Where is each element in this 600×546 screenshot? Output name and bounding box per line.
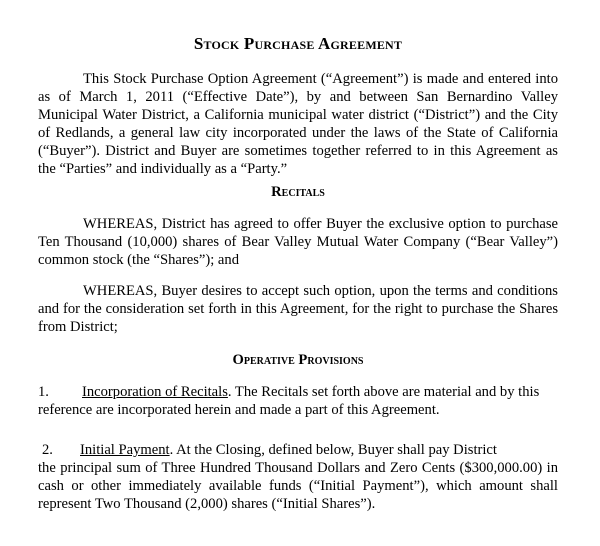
- provision-2-first-line: [38, 441, 558, 459]
- provision-1-first-line: [38, 383, 558, 401]
- recital-paragraph-2: WHEREAS, Buyer desires to accept such option, upon the terms and conditions and for the consideration set forth in this Agreement, for the right to purchase the Shares from District;: [38, 283, 558, 335]
- provision-1: [38, 383, 558, 419]
- provision-1-text-lead: . The Recitals set forth above are material and by this: [227, 384, 540, 400]
- recitals-heading: Recitals: [271, 184, 325, 200]
- provision-2-number: 2.: [42, 442, 53, 458]
- document-page: [38, 0, 558, 546]
- provision-1-number: 1.: [38, 384, 49, 400]
- provision-2-heading: Initial Payment: [80, 442, 170, 458]
- recital-paragraph-1: WHEREAS, District has agreed to offer Buyer the exclusive option to purchase Ten Thousand (10,000) shares of Bear Valley Mutual Water Company (“Bear Valley”) common stock (the “Shares”); and: [38, 216, 558, 268]
- intro-paragraph: This Stock Purchase Option Agreement (“Agreement”) is made and entered into as of March 1, 2011 (“Effective Date”), by and between San Bernardino Valley Municipal Water District, a California municipal water district (“District”) and the City of Redlands, a general law city incorporated under the laws of the State of California (“Buyer”). District and Buyer are sometimes together referred to in this Agreement as the “Parties” and individually as a “Party.”: [38, 71, 558, 177]
- provision-1-heading: Incorporation of Recitals: [82, 384, 228, 400]
- operative-provisions-heading: Operative Provisions: [232, 352, 364, 368]
- provision-2: [38, 441, 558, 513]
- provision-2-text-lead: . At the Closing, defined below, Buyer shall pay District: [169, 442, 497, 458]
- document-title: Stock Purchase Agreement: [193, 34, 403, 53]
- provision-1-text-rest: reference are incorporated herein and made a part of this Agreement.: [38, 402, 440, 418]
- provision-2-text-rest: the principal sum of Three Hundred Thousand Dollars and Zero Cents ($300,000.00) in cash or other immediately available funds (“Initial Payment”), which amount shall represent Two Thousand (2,000) shares (“Initial Shares”).: [38, 460, 558, 512]
